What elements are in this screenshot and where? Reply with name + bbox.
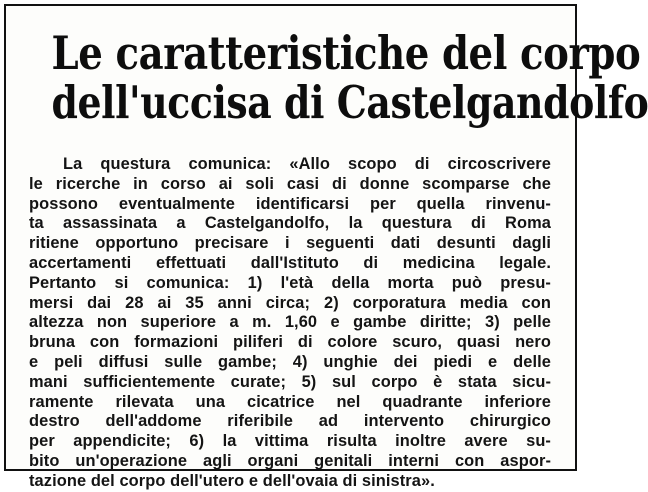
article-body <box>29 155 551 492</box>
body-line: e peli diffusi sulle gambe; 4) unghie dei piedi e delle <box>29 352 551 371</box>
body-line: destro dell'addome riferibile ad intervento chirurgico <box>29 412 551 431</box>
headline <box>51 26 648 129</box>
body-line: mani sufficientemente curate; 5) sul corpo è stata sicu- <box>29 372 551 391</box>
body-line: ta assassinata a Castelgandolfo, la questura di Roma <box>29 214 551 233</box>
body-line: Pertanto si comunica: 1) l'età della morta può presu- <box>29 273 551 292</box>
newspaper-clipping <box>4 4 648 490</box>
body-line: ritiene opportuno precisare i seguenti dati desunti dagli <box>29 234 551 253</box>
headline-line-1: Le caratteristiche del corpo <box>51 26 641 80</box>
body-line: possono eventualmente identificarsi per quella rinvenu- <box>29 194 551 213</box>
body-line: La questura comunica: «Allo scopo di circoscrivere <box>63 155 551 173</box>
body-line: bito un'operazione agli organi genitali interni con aspor- <box>29 451 551 470</box>
body-line: bruna con formazioni piliferi di colore scuro, quasi nero <box>29 333 551 352</box>
body-line: per appendicite; 6) la vittima risulta inoltre avere su- <box>29 432 551 451</box>
body-line: mersi dai 28 ai 35 anni circa; 2) corporatura media con <box>29 293 551 312</box>
body-line: accertamenti effettuati dall'Istituto di medicina legale. <box>29 253 551 272</box>
body-line: altezza non superiore a m. 1,60 e gambe diritte; 3) pelle <box>29 313 551 332</box>
body-line: tazione del corpo dell'utero e dell'ovaia di sinistra». <box>29 471 435 490</box>
headline-line-2: dell'uccisa di Castelgandolfo <box>51 76 648 129</box>
body-line: le ricerche in corso ai soli casi di donne scomparse che <box>29 174 551 193</box>
body-line: ramente rilevata una cicatrice nel quadrante inferiore <box>29 392 551 411</box>
